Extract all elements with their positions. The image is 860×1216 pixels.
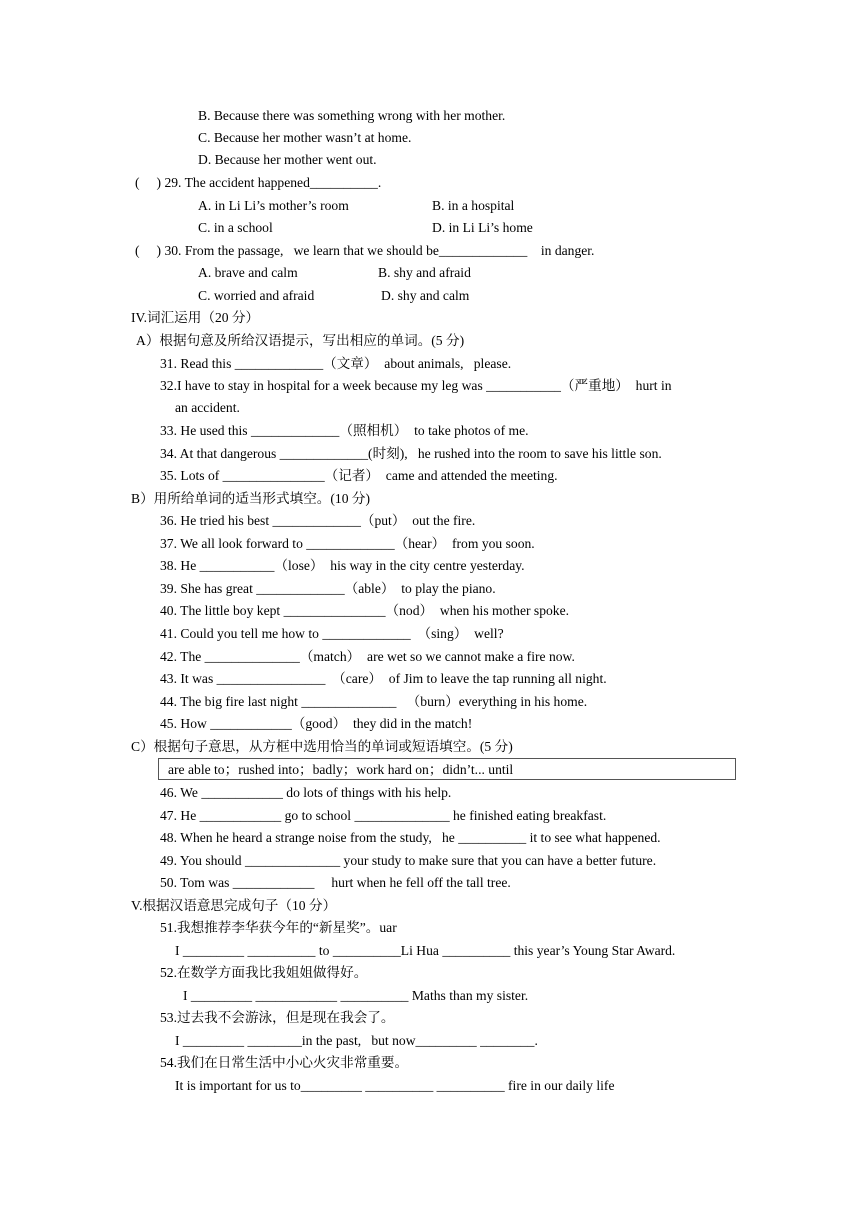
- question-49: 49. You should ______________ your study to make sure that you can have a better future.: [160, 853, 657, 868]
- answer-line-53: I _________ ________in the past, but now_________ ________.: [175, 1033, 538, 1048]
- question-43: 43. It was ________________ （care） of Jim to leave the tap running all night.: [160, 671, 607, 686]
- question-33: 33. He used this _____________（照相机） to take photos of me.: [160, 423, 529, 438]
- question-36: 36. He tried his best _____________（put） out the fire.: [160, 513, 476, 528]
- option-29d: D. in Li Li’s home: [432, 220, 533, 235]
- section-heading-iv: IV.词汇运用（20 分）: [131, 310, 260, 325]
- part-a-heading: A）根据句意及所给汉语提示，写出相应的单词。(5 分): [136, 333, 465, 348]
- option-30c: C. worried and afraid: [198, 288, 315, 303]
- word-box-text: are able to；rushed into；badly；work hard on；didn’t... until: [168, 762, 514, 777]
- answer-line-54: It is important for us to_________ __________ __________ fire in our daily life: [175, 1078, 615, 1093]
- word-box: [158, 758, 736, 780]
- question-31: 31. Read this _____________（文章） about animals, please.: [160, 356, 512, 371]
- question-30: ( ) 30. From the passage, we learn that we should be_____________ in danger.: [135, 243, 595, 258]
- question-34: 34. At that dangerous _____________(时刻), he rushed into the room to save his little son.: [160, 446, 662, 461]
- answer-line-52: I _________ ____________ __________ Maths than my sister.: [183, 988, 529, 1003]
- option-30a: A. brave and calm: [198, 265, 298, 280]
- question-32-continued: an accident.: [175, 400, 240, 415]
- question-42: 42. The ______________（match） are wet so we cannot make a fire now.: [160, 649, 575, 664]
- question-53: 53.过去我不会游泳，但是现在我会了。: [160, 1010, 395, 1025]
- question-50: 50. Tom was ____________ hurt when he fell off the tall tree.: [160, 875, 511, 890]
- option-29c: C. in a school: [198, 220, 273, 235]
- part-b-heading: B）用所给单词的适当形式填空。(10 分): [131, 491, 371, 506]
- question-32: 32.I have to stay in hospital for a week because my leg was ___________（严重地） hurt in: [160, 378, 672, 393]
- question-39: 39. She has great _____________（able） to play the piano.: [160, 581, 496, 596]
- question-38: 38. He ___________（lose） his way in the city centre yesterday.: [160, 558, 525, 573]
- question-52: 52.在数学方面我比我姐姐做得好。: [160, 965, 368, 980]
- question-46: 46. We ____________ do lots of things with his help.: [160, 785, 452, 800]
- question-54: 54.我们在日常生活中小心火灾非常重要。: [160, 1055, 409, 1070]
- question-48: 48. When he heard a strange noise from the study, he __________ it to see what happened.: [160, 830, 661, 845]
- question-37: 37. We all look forward to _____________（hear） from you soon.: [160, 536, 535, 551]
- option-28b: B. Because there was something wrong with her mother.: [198, 108, 506, 123]
- question-40: 40. The little boy kept _______________（nod） when his mother spoke.: [160, 603, 570, 618]
- question-47: 47. He ____________ go to school ______________ he finished eating breakfast.: [160, 808, 607, 823]
- option-28d: D. Because her mother went out.: [198, 152, 377, 167]
- question-44: 44. The big fire last night ______________ （burn）everything in his home.: [160, 694, 588, 709]
- answer-line-51: I _________ __________ to __________Li Hua __________ this year’s Young Star Award.: [175, 943, 676, 958]
- question-45: 45. How ____________（good） they did in the match!: [160, 716, 473, 731]
- option-28c: C. Because her mother wasn’t at home.: [198, 130, 412, 145]
- question-51: 51.我想推荐李华获今年的“新星奖”。uar: [160, 920, 397, 935]
- part-c-heading: C）根据句子意思，从方框中选用恰当的单词或短语填空。(5 分): [131, 739, 513, 754]
- option-29b: B. in a hospital: [432, 198, 515, 213]
- question-35: 35. Lots of _______________（记者） came and attended the meeting.: [160, 468, 558, 483]
- question-41: 41. Could you tell me how to _____________ （sing） well?: [160, 626, 504, 641]
- section-heading-v: V.根据汉语意思完成句子（10 分）: [131, 898, 337, 913]
- question-29: ( ) 29. The accident happened__________.: [135, 175, 382, 190]
- option-30d: D. shy and calm: [381, 288, 470, 303]
- option-30b: B. shy and afraid: [378, 265, 471, 280]
- option-29a: A. in Li Li’s mother’s room: [198, 198, 349, 213]
